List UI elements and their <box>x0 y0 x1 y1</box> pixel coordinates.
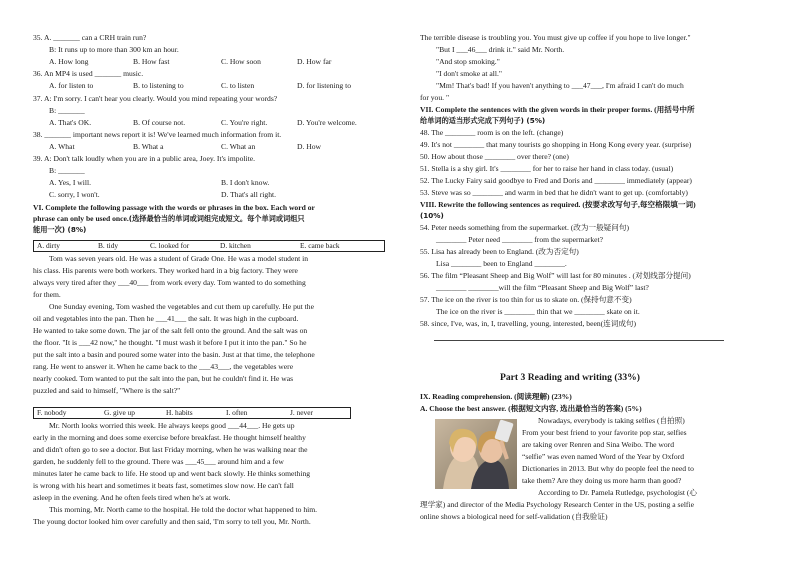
passage-1-line: put the salt into a basin and poured some water into the basin. Just at that time, the telephone <box>33 350 315 359</box>
part-3-title: Part 3 Reading and writing (33%) <box>500 372 640 383</box>
passage-2-continued: for you. " <box>420 93 450 102</box>
reading-passage-line: From your best friend to your favorite pop star, selfies <box>522 428 687 437</box>
passage-2-line: is wrong with his heart and sometimes it beats fast, sometimes slow now. He can't fall <box>33 481 294 490</box>
selfie-photo <box>435 419 517 489</box>
word-box-2-item: J. never <box>290 408 313 417</box>
section-vii-heading-2: 给单词的适当形式完成下列句子) (5%) <box>420 116 546 125</box>
reading-passage-line: 理学家) and director of the Media Psychology Research Center in the US, posting a selfie <box>420 500 694 509</box>
viii-answer: Lisa ________ been to England ________. <box>436 259 567 268</box>
passage-2-line: garden, he suddenly fell to the ground. There was ___45___ around him and a few <box>33 457 284 466</box>
reading-passage-line: “selfie” was even named Word of the Year by Oxford <box>522 452 685 461</box>
word-box-1-item: B. tidy <box>98 241 119 250</box>
word-box-2-item: I. often <box>226 408 248 417</box>
q35-option-d[interactable]: D. How far <box>297 57 332 66</box>
q38-stem: 38. _______ important news report it is! We've learned much information from it. <box>33 130 282 139</box>
section-viii-heading-2: (10%) <box>420 211 444 220</box>
reading-passage-line: According to Dr. Pamela Rutledge, psychologist (心 <box>538 488 698 497</box>
q39-option-d[interactable]: D. That's all right. <box>221 190 277 199</box>
word-box-1-item: E. came back <box>300 241 340 250</box>
q39-dialog: B: _______ <box>49 166 85 175</box>
viii-question: 55. Lisa has already been to England. (改为否定句) <box>420 247 579 256</box>
q35-dialog: B: It runs up to more than 300 km an hour. <box>49 45 179 54</box>
passage-2-continued: "But I ___46___ drink it." said Mr. North. <box>436 45 565 54</box>
reading-passage-line: Dictionaries in 2013. But why do people feel the need to <box>522 464 694 473</box>
reading-passage-line: take them? Are they doing us more harm than good? <box>522 476 682 485</box>
q39-option-c[interactable]: C. sorry, I won't. <box>49 190 100 199</box>
vii-question: 53. Steve was so ________ and warm in bed that he didn't want to get up. (comfortably) <box>420 188 688 197</box>
viii-question: 54. Peter needs something from the supermarket. (改为一般疑问句) <box>420 223 629 232</box>
q37-option-a[interactable]: A. That's OK. <box>49 118 92 127</box>
passage-2-continued: "And stop smoking." <box>436 57 500 66</box>
passage-1-line: Tom was seven years old. He was a student of Grade One. He was a model student in <box>49 254 309 263</box>
q36-option-c[interactable]: C. to listen <box>221 81 255 90</box>
q39-stem: 39. A: Don't talk loudly when you are in a public area, Joey. It's impolite. <box>33 154 255 163</box>
answer-line[interactable] <box>434 340 724 341</box>
section-vi-heading: VI. Complete the following passage with the words or phrases in the box. Each word or <box>33 203 315 212</box>
q35-stem: 35. A. _______ can a CRH train run? <box>33 33 147 42</box>
passage-2-continued: "I don't smoke at all." <box>436 69 502 78</box>
q37-option-b[interactable]: B. Of course not. <box>133 118 186 127</box>
passage-2-line: asleep in the evening. And he often feels tired when he's at work. <box>33 493 231 502</box>
passage-1-line: rang. He went to answer it. When he came back to the ___43___, the vegetables were <box>33 362 294 371</box>
vii-question: 52. The Lucky Fairy said goodbye to Fred and Doris and ________ immediately (appear) <box>420 176 692 185</box>
selfie-photo-illustration <box>435 419 517 489</box>
passage-1-line: oil and vegetables into the pan. Then he ___41___ the salt. It was high in the cupboard. <box>33 314 299 323</box>
word-box-2 <box>33 407 351 419</box>
passage-1-line: always very tired after they ___40___ from work every day. Tom wanted to do something <box>33 278 306 287</box>
reading-passage-line: are taking over Renren and Sina Weibo. The word <box>522 440 674 449</box>
q37-dialog: B: _______ <box>49 106 85 115</box>
q37-stem: 37. A: I'm sorry. I can't hear you clearly. Would you mind repeating your words? <box>33 94 278 103</box>
word-box-2-item: G. give up <box>104 408 135 417</box>
word-box-2-item: H. habits <box>166 408 193 417</box>
passage-1-line: his class. His parents were both workers. They worked hard in a big factory. They were <box>33 266 298 275</box>
passage-1-line: puzzled and said to himself, "Where is the salt?" <box>33 386 181 395</box>
vii-question: 48. The ________ room is on the left. (change) <box>420 128 564 137</box>
passage-1-line: the floor. "It is ___42 now," he thought. "I must wash it before I put it into the pan." So he <box>33 338 307 347</box>
vii-question: 50. How about those ________ over there? (one) <box>420 152 569 161</box>
passage-2-continued: "Mm! That's bad! If you haven't anything to ___47___, I'm afraid I can't do much <box>436 81 684 90</box>
section-vi-heading-en: phrase can only be used once. <box>33 214 129 223</box>
q39-option-b[interactable]: B. I don't know. <box>221 178 270 187</box>
passage-1-line: for them. <box>33 290 61 299</box>
passage-2-continued: The terrible disease is troubling you. You must give up coffee if you hope to live longer." <box>420 33 691 42</box>
passage-1-line: One Sunday evening, Tom washed the vegetables and cut them up carefully. He put the <box>49 302 314 311</box>
viii-answer: ________ Peter need ________ from the supermarket? <box>436 235 604 244</box>
q38-option-c[interactable]: C. What an <box>221 142 256 151</box>
passage-2-line: The young doctor looked him over carefully and then said, 'I'm sorry to tell you, Mr. North. <box>33 517 311 526</box>
passage-2-line: This morning, Mr. North came to the hospital. He told the doctor what happened to him. <box>49 505 318 514</box>
word-box-1-item: C. looked for <box>150 241 190 250</box>
section-vii-heading: VII. Complete the sentences with the given words in their proper forms. (用括号中所 <box>420 105 695 114</box>
word-box-1-item: D. kitchen <box>220 241 251 250</box>
passage-2-line: Mr. North looks worried this week. He always keeps good ___44___. He gets up <box>49 421 295 430</box>
viii-answer: The ice on the river is ________ thin that we ________ skate on it. <box>436 307 640 316</box>
reading-passage-line: online shows a biological need for self-validation (自我验证) <box>420 512 608 521</box>
q36-stem: 36. An MP4 is used _______ music. <box>33 69 144 78</box>
q35-option-c[interactable]: C. How soon <box>221 57 261 66</box>
section-viii-heading: VIII. Rewrite the following sentences as required. (按要求改写句子,每空格限填一词) <box>420 200 696 209</box>
q36-option-d[interactable]: D. for listening to <box>297 81 351 90</box>
q37-option-c[interactable]: C. You're right. <box>221 118 268 127</box>
word-box-2-item: F. nobody <box>37 408 67 417</box>
q36-option-a[interactable]: A. for listen to <box>49 81 94 90</box>
reading-passage-line: Nowadays, everybody is taking selfies (自拍照) <box>538 416 685 425</box>
passage-1-line: nearly cooked. Tom wanted to put the salt into the pan, but he couldn't find it. He was <box>33 374 294 383</box>
q36-option-b[interactable]: B. to listening to <box>133 81 184 90</box>
vii-question: 51. Stella is a shy girl. It's ________ for her to raise her hand in class today. (usual) <box>420 164 674 173</box>
passage-2-line: early in the morning and does some exercise before breakfast. He thought himself healthy <box>33 433 306 442</box>
section-vi-heading-2 <box>33 214 305 224</box>
section-vi-heading-cn: (选择最恰当的单词或词组完成短文。每个单词或词组只 <box>128 214 305 223</box>
word-box-1-item: A. dirty <box>37 241 60 250</box>
vii-question: 49. It's not ________ that many tourists go shopping in Hong Kong every year. (surprise) <box>420 140 692 149</box>
passage-2-line: and didn't often go to see a doctor. But last Friday morning, when he was walking near the <box>33 445 308 454</box>
section-ix-subheading: A. Choose the best answer. (根据短文内容, 选出最恰当的答案) (5%) <box>420 404 642 413</box>
q38-option-d[interactable]: D. How <box>297 142 322 151</box>
viii-answer: ________ ________will the film “Pleasant Sheep and Big Wolf” last? <box>436 283 649 292</box>
passage-1-line: He wanted to take some down. The jar of the salt fell onto the ground. And the salt was on <box>33 326 308 335</box>
q38-option-a[interactable]: A. What <box>49 142 75 151</box>
viii-question: 56. The film “Pleasant Sheep and Big Wolf” will last for 80 minutes . (对划线部分提问) <box>420 271 691 280</box>
viii-question: 57. The ice on the river is too thin for us to skate on. (保持句意不变) <box>420 295 632 304</box>
q35-option-a[interactable]: A. How long <box>49 57 89 66</box>
q39-option-a[interactable]: A. Yes, I will. <box>49 178 91 187</box>
q37-option-d[interactable]: D. You're welcome. <box>297 118 357 127</box>
q38-option-b[interactable]: B. What a <box>133 142 164 151</box>
section-ix-heading: IX. Reading comprehension. (阅读理解) (23%) <box>420 392 572 401</box>
word-box-1 <box>33 240 385 252</box>
q35-option-b[interactable]: B. How fast <box>133 57 170 66</box>
passage-2-line: minutes later he came back to life. He stood up and went back slowly. He thinks something <box>33 469 311 478</box>
section-vi-heading-3: 能用一次) (8%) <box>33 225 87 234</box>
viii-question: 58. since, I've, was, in, I, travelling, young, interested, been(连词成句) <box>420 319 637 328</box>
